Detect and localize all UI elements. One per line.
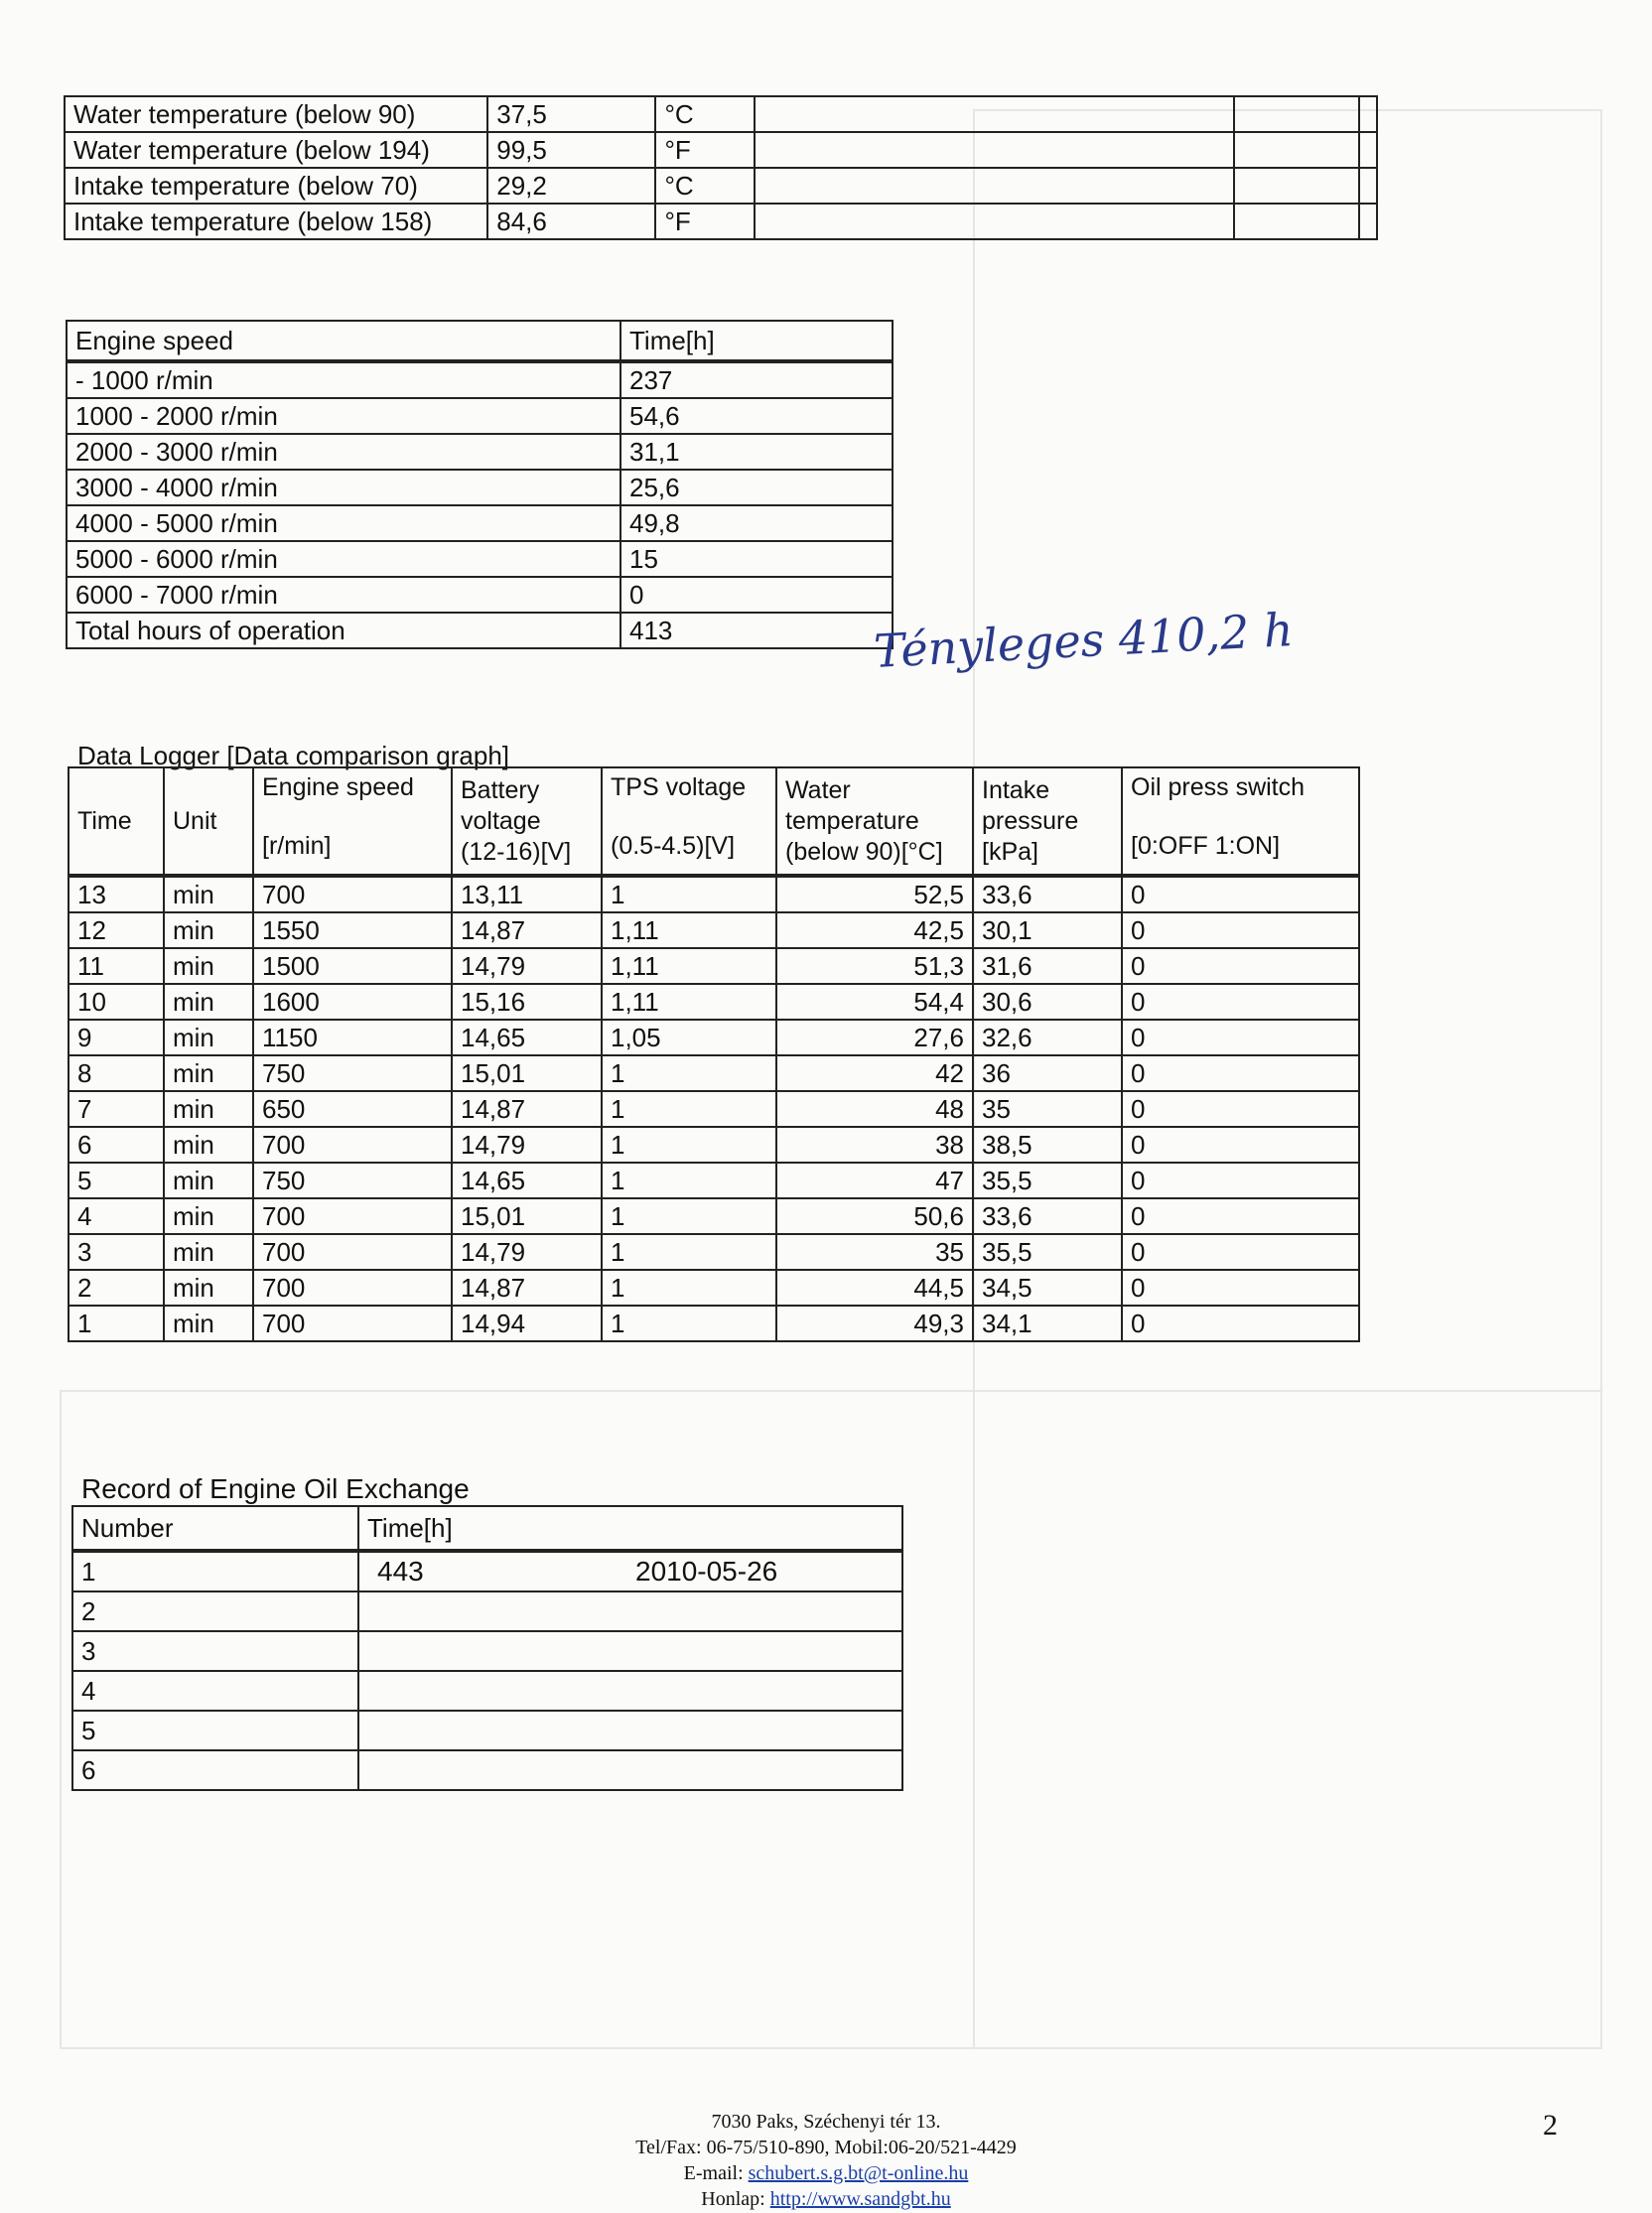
footer-phone: Tel/Fax: 06-75/510-890, Mobil:06-20/521-4429: [635, 2137, 1017, 2158]
total-time: 413: [620, 613, 893, 648]
header-tps-voltage: TPS voltage (0.5-4.5)[V]: [602, 767, 776, 876]
table-row: [69, 1198, 1359, 1234]
table-row: [69, 1055, 1359, 1091]
header-battery-voltage: Battery voltage (12-16)[V]: [452, 767, 602, 876]
table-row: [67, 398, 893, 434]
header-oil-press-switch: Oil press switch [0:OFF 1:ON]: [1122, 767, 1359, 876]
logger-water-temp: 42,5: [776, 912, 973, 948]
header-engine-speed: Engine speed [r/min]: [253, 767, 452, 876]
logger-intake: 34,5: [973, 1270, 1122, 1306]
logger-oil-switch: 0: [1122, 912, 1359, 948]
table-header-row: [67, 321, 893, 361]
email-link[interactable]: schubert.s.g.bt@t-online.hu: [748, 2162, 969, 2184]
speed-time: 0: [620, 577, 893, 613]
temp-value: 84,6: [487, 204, 655, 239]
website-link[interactable]: http://www.sandgbt.hu: [769, 2188, 951, 2210]
oil-time-cell: [358, 1671, 902, 1711]
logger-time: 12: [69, 912, 164, 948]
speed-range: 5000 - 6000 r/min: [67, 541, 620, 577]
speed-time: 25,6: [620, 470, 893, 505]
temperature-table: [64, 95, 1378, 240]
footer-web-line: Honlap: http://www.sandgbt.hu: [701, 2188, 951, 2210]
data-logger-title: Data Logger [Data comparison graph]: [77, 741, 510, 770]
empty-cell: [1234, 132, 1359, 168]
logger-unit: min: [164, 1020, 253, 1055]
speed-time: 54,6: [620, 398, 893, 434]
table-row: [67, 505, 893, 541]
logger-unit: min: [164, 1306, 253, 1341]
header-time: Time: [69, 767, 164, 876]
logger-time: 1: [69, 1306, 164, 1341]
logger-intake: 33,6: [973, 876, 1122, 912]
logger-time: 8: [69, 1055, 164, 1091]
logger-intake: 30,1: [973, 912, 1122, 948]
oil-time-cell: [358, 1551, 902, 1591]
total-label: Total hours of operation: [67, 613, 620, 648]
logger-engine-speed: 700: [253, 876, 452, 912]
logger-engine-speed: 700: [253, 1270, 452, 1306]
logger-water-temp: 54,4: [776, 984, 973, 1020]
temp-label: Water temperature (below 90): [65, 96, 487, 132]
logger-unit: min: [164, 984, 253, 1020]
logger-engine-speed: 700: [253, 1198, 452, 1234]
logger-water-temp: 38: [776, 1127, 973, 1163]
logger-battery: 14,65: [452, 1163, 602, 1198]
logger-engine-speed: 700: [253, 1306, 452, 1341]
logger-unit: min: [164, 1270, 253, 1306]
oil-number: 4: [72, 1671, 358, 1711]
logger-oil-switch: 0: [1122, 948, 1359, 984]
temp-unit: °F: [655, 132, 755, 168]
table-row: [69, 912, 1359, 948]
logger-oil-switch: 0: [1122, 1020, 1359, 1055]
oil-number: 5: [72, 1711, 358, 1750]
logger-battery: 15,01: [452, 1198, 602, 1234]
table-row: [67, 613, 893, 648]
logger-water-temp: 27,6: [776, 1020, 973, 1055]
logger-water-temp: 48: [776, 1091, 973, 1127]
handwritten-note: Tényleges 410,2 h: [872, 602, 1295, 679]
footer-address: 7030 Paks, Széchenyi tér 13.: [711, 2111, 941, 2133]
oil-time: 443: [377, 1556, 424, 1587]
table-row: [67, 470, 893, 505]
logger-unit: min: [164, 1091, 253, 1127]
empty-cell: [1359, 132, 1377, 168]
empty-cell: [755, 204, 1234, 239]
logger-battery: 14,94: [452, 1306, 602, 1341]
logger-unit: min: [164, 1234, 253, 1270]
logger-oil-switch: 0: [1122, 1306, 1359, 1341]
empty-cell: [1234, 168, 1359, 204]
logger-tps: 1: [602, 1055, 776, 1091]
oil-number: 6: [72, 1750, 358, 1790]
temp-value: 29,2: [487, 168, 655, 204]
table-header-row: [72, 1506, 902, 1551]
logger-time: 6: [69, 1127, 164, 1163]
logger-unit: min: [164, 876, 253, 912]
oil-exchange-table: [71, 1505, 903, 1791]
table-row: [72, 1551, 902, 1591]
logger-oil-switch: 0: [1122, 984, 1359, 1020]
logger-battery: 15,16: [452, 984, 602, 1020]
table-row: [67, 361, 893, 398]
temp-value: 99,5: [487, 132, 655, 168]
empty-cell: [1359, 96, 1377, 132]
page-number: 2: [1543, 2109, 1558, 2142]
logger-battery: 14,87: [452, 912, 602, 948]
logger-oil-switch: 0: [1122, 1127, 1359, 1163]
table-row: [65, 96, 1377, 132]
data-logger-table: [68, 766, 1360, 1342]
logger-tps: 1,11: [602, 948, 776, 984]
logger-intake: 33,6: [973, 1198, 1122, 1234]
logger-tps: 1: [602, 1270, 776, 1306]
temp-unit: °C: [655, 168, 755, 204]
logger-intake: 35,5: [973, 1234, 1122, 1270]
logger-oil-switch: 0: [1122, 1234, 1359, 1270]
oil-time-cell: [358, 1711, 902, 1750]
logger-time: 11: [69, 948, 164, 984]
speed-range: 4000 - 5000 r/min: [67, 505, 620, 541]
footer: [0, 2109, 1652, 2212]
logger-intake: 32,6: [973, 1020, 1122, 1055]
logger-intake: 31,6: [973, 948, 1122, 984]
logger-battery: 14,65: [452, 1020, 602, 1055]
logger-battery: 14,79: [452, 1127, 602, 1163]
oil-exchange-title: Record of Engine Oil Exchange: [81, 1473, 470, 1504]
logger-battery: 14,79: [452, 948, 602, 984]
logger-intake: 38,5: [973, 1127, 1122, 1163]
header-intake-pressure: Intake pressure [kPa]: [973, 767, 1122, 876]
empty-cell: [755, 168, 1234, 204]
logger-tps: 1,05: [602, 1020, 776, 1055]
logger-time: 3: [69, 1234, 164, 1270]
empty-cell: [1359, 204, 1377, 239]
logger-water-temp: 42: [776, 1055, 973, 1091]
logger-engine-speed: 650: [253, 1091, 452, 1127]
logger-water-temp: 47: [776, 1163, 973, 1198]
logger-time: 9: [69, 1020, 164, 1055]
table-row: [67, 434, 893, 470]
logger-time: 5: [69, 1163, 164, 1198]
logger-tps: 1: [602, 1091, 776, 1127]
logger-time: 2: [69, 1270, 164, 1306]
oil-number: 2: [72, 1591, 358, 1631]
logger-oil-switch: 0: [1122, 1055, 1359, 1091]
logger-unit: min: [164, 1198, 253, 1234]
temp-label: Water temperature (below 194): [65, 132, 487, 168]
logger-battery: 14,79: [452, 1234, 602, 1270]
logger-intake: 34,1: [973, 1306, 1122, 1341]
oil-time-cell: [358, 1591, 902, 1631]
logger-oil-switch: 0: [1122, 1091, 1359, 1127]
logger-engine-speed: 700: [253, 1234, 452, 1270]
empty-cell: [1359, 168, 1377, 204]
logger-battery: 14,87: [452, 1091, 602, 1127]
logger-time: 7: [69, 1091, 164, 1127]
table-row: [72, 1711, 902, 1750]
table-row: [69, 1306, 1359, 1341]
table-row: [65, 132, 1377, 168]
table-row: [69, 1270, 1359, 1306]
table-row: [72, 1591, 902, 1631]
speed-range: 1000 - 2000 r/min: [67, 398, 620, 434]
logger-unit: min: [164, 1163, 253, 1198]
logger-unit: min: [164, 912, 253, 948]
logger-engine-speed: 1500: [253, 948, 452, 984]
logger-engine-speed: 700: [253, 1127, 452, 1163]
table-row: [67, 541, 893, 577]
table-row: [65, 204, 1377, 239]
logger-battery: 14,87: [452, 1270, 602, 1306]
table-row: [69, 1127, 1359, 1163]
oil-time-cell: [358, 1750, 902, 1790]
logger-engine-speed: 1150: [253, 1020, 452, 1055]
header-time: Time[h]: [358, 1506, 902, 1551]
speed-range: 2000 - 3000 r/min: [67, 434, 620, 470]
temp-unit: °F: [655, 204, 755, 239]
table-row: [69, 1234, 1359, 1270]
logger-time: 10: [69, 984, 164, 1020]
logger-engine-speed: 1600: [253, 984, 452, 1020]
oil-time-cell: [358, 1631, 902, 1671]
logger-battery: 15,01: [452, 1055, 602, 1091]
logger-oil-switch: 0: [1122, 1198, 1359, 1234]
logger-tps: 1,11: [602, 912, 776, 948]
logger-oil-switch: 0: [1122, 876, 1359, 912]
logger-tps: 1: [602, 1198, 776, 1234]
oil-number: 3: [72, 1631, 358, 1671]
logger-time: 4: [69, 1198, 164, 1234]
logger-intake: 36: [973, 1055, 1122, 1091]
table-row: [69, 984, 1359, 1020]
table-row: [72, 1671, 902, 1711]
table-row: [65, 168, 1377, 204]
temp-label: Intake temperature (below 158): [65, 204, 487, 239]
header-engine-speed: Engine speed: [67, 321, 620, 361]
table-row: [72, 1750, 902, 1790]
table-row: [69, 876, 1359, 912]
temp-unit: °C: [655, 96, 755, 132]
table-row: [72, 1631, 902, 1671]
logger-water-temp: 50,6: [776, 1198, 973, 1234]
header-unit: Unit: [164, 767, 253, 876]
oil-number: 1: [72, 1551, 358, 1591]
logger-water-temp: 52,5: [776, 876, 973, 912]
logger-oil-switch: 0: [1122, 1163, 1359, 1198]
logger-intake: 35: [973, 1091, 1122, 1127]
table-header-row: [69, 767, 1359, 876]
empty-cell: [755, 132, 1234, 168]
empty-cell: [1234, 96, 1359, 132]
logger-battery: 13,11: [452, 876, 602, 912]
engine-speed-table: [66, 320, 894, 649]
header-water-temperature: Water temperature (below 90)[°C]: [776, 767, 973, 876]
logger-unit: min: [164, 1127, 253, 1163]
logger-tps: 1: [602, 1234, 776, 1270]
speed-time: 15: [620, 541, 893, 577]
empty-cell: [755, 96, 1234, 132]
footer-email-line: E-mail: schubert.s.g.bt@t-online.hu: [683, 2162, 969, 2184]
logger-tps: 1: [602, 1306, 776, 1341]
speed-range: 6000 - 7000 r/min: [67, 577, 620, 613]
logger-intake: 30,6: [973, 984, 1122, 1020]
logger-tps: 1,11: [602, 984, 776, 1020]
temp-label: Intake temperature (below 70): [65, 168, 487, 204]
oil-date: 2010-05-26: [635, 1556, 778, 1587]
logger-engine-speed: 750: [253, 1055, 452, 1091]
table-row: [69, 1091, 1359, 1127]
empty-cell: [1234, 204, 1359, 239]
logger-water-temp: 49,3: [776, 1306, 973, 1341]
logger-water-temp: 35: [776, 1234, 973, 1270]
temp-value: 37,5: [487, 96, 655, 132]
speed-range: - 1000 r/min: [67, 361, 620, 398]
table-row: [69, 948, 1359, 984]
logger-unit: min: [164, 948, 253, 984]
speed-time: 237: [620, 361, 893, 398]
logger-tps: 1: [602, 1127, 776, 1163]
table-row: [69, 1163, 1359, 1198]
logger-engine-speed: 1550: [253, 912, 452, 948]
logger-water-temp: 44,5: [776, 1270, 973, 1306]
header-number: Number: [72, 1506, 358, 1551]
speed-time: 49,8: [620, 505, 893, 541]
speed-range: 3000 - 4000 r/min: [67, 470, 620, 505]
speed-time: 31,1: [620, 434, 893, 470]
logger-engine-speed: 750: [253, 1163, 452, 1198]
logger-tps: 1: [602, 1163, 776, 1198]
logger-time: 13: [69, 876, 164, 912]
logger-tps: 1: [602, 876, 776, 912]
logger-intake: 35,5: [973, 1163, 1122, 1198]
header-time: Time[h]: [620, 321, 893, 361]
logger-water-temp: 51,3: [776, 948, 973, 984]
logger-oil-switch: 0: [1122, 1270, 1359, 1306]
table-row: [67, 577, 893, 613]
table-row: [69, 1020, 1359, 1055]
logger-unit: min: [164, 1055, 253, 1091]
